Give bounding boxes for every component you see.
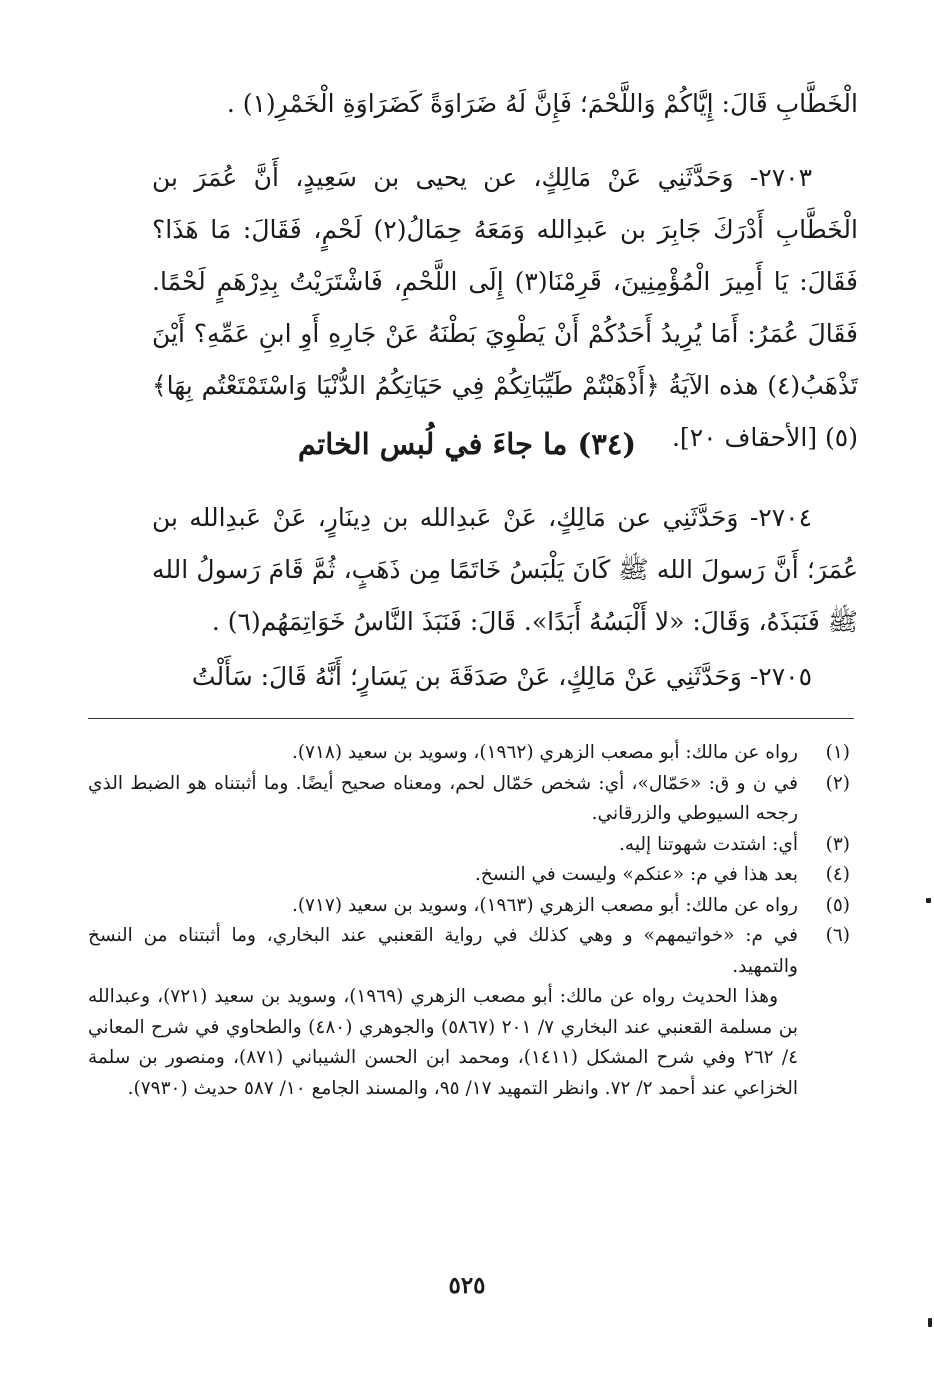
footnote	[88, 860, 854, 891]
footnote-text: بعد هذا في م: «عنكم» وليست في النسخ.	[474, 864, 798, 885]
page-number: ٥٢٥	[448, 1272, 486, 1299]
footnote-text: رواه عن مالك: أبو مصعب الزهري (١٩٦٢)، وسويد بن سعيد (٧١٨).	[291, 742, 798, 763]
hadith-2703: ٢٧٠٣- وَحَدَّثَنِي عَنْ مَالِكٍ، عن يحيى بن سَعِيدٍ، أَنَّ عُمَرَ بن الْخَطَّابِ أَدْرَكَ جَابِرَ بن عَبدِالله وَمَعَهُ حِمَالُ(٢) لَحْمٍ، فَقَالَ: مَا هَذَا؟ فَقَالَ: يَا أَمِيرَ الْمُؤْمِنِينَ، قَرِمْنَا(٣) إِلَى اللَّحْمِ، فَاشْتَرَيْتُ بِدِرْهَمٍ لَحْمًا. فَقَالَ عُمَرُ: أَمَا يُرِيدُ أَحَدُكُمْ أَنْ يَطْوِيَ بَطْنَهُ عَنْ جَارِهِ أَوِ ابنِ عَمِّهِ؟ أَيْنَ تَذْهَبُ(٤) هذه الآيَةُ ﴿أَذْهَبْتُمْ طَيِّبَاتِكُمْ فِي حَيَاتِكُمُ الدُّنْيَا وَاسْتَمْتَعْتُم بِهَا﴾(٥) [الأحقاف ٢٠].	[152, 163, 858, 452]
footnote-text: أي: اشتدت شهوتنا إليه.	[619, 833, 798, 855]
footnote-number: (٦)	[825, 925, 850, 946]
footnote	[88, 738, 854, 769]
hadith-2704: ٢٧٠٤- وَحَدَّثَنِي عن مَالِكٍ، عَنْ عَبدِالله بن دِينَارٍ، عَنْ عَبدِالله بن عُمَرَ؛ أَنَّ رَسولَ الله ﷺ كَانَ يَلْبَسُ خَاتَمًا مِن ذَهَبٍ، ثُمَّ قَامَ رَسولُ الله ﷺ فَنَبَذَهُ، وَقَالَ: «لا أَلْبَسُهُ أَبَدًا». قَالَ: فَنَبَذَ النَّاسُ خَوَاتِمَهُم(٦) .	[152, 503, 858, 636]
footnote-text: رواه عن مالك: أبو مصعب الزهري (١٩٦٣)، وسويد بن سعيد (٧١٧).	[291, 894, 798, 916]
footnote-text: في م: «خواتيمهم» و وهي كذلك في رواية القعنبي عند البخاري، وما أثبتناه من النسخ والتمهيد.	[88, 925, 798, 977]
footnote-divider	[88, 718, 854, 719]
paragraph-continuation: الْخَطَّابِ قَالَ: إِيَّاكُمْ وَاللَّحْمَ؛ فَإِنَّ لَهُ ضَرَاوَةً كَضَرَاوَةِ الْخَمْرِ(١) .	[226, 89, 858, 118]
footnote	[88, 830, 854, 861]
footnote-number: (٣)	[825, 833, 850, 855]
footnote-number: (٤)	[825, 864, 850, 885]
footnotes-section	[88, 738, 854, 1104]
footnote-text: في ن و ق: «حَمّال»، أي: شخص حَمّال لحم، ومعناه صحيح أيضًا. وما أثبتناه هو الضبط الذي رجحه السيوطي والزرقاني.	[88, 772, 798, 824]
footnote-extra-paragraph: وهذا الحديث رواه عن مالك: أبو مصعب الزهري (١٩٦٩)، وسويد بن سعيد (٧٢١)، وعبدالله بن مسلمة القعنبي عند البخاري ٧/ ٢٠١ (٥٨٦٧) والجوهري (٤٨٠) والطحاوي في شرح المعاني ٤/ ٢٦٢ وفي شرح المشكل (١٤١١)، ومحمد ابن الحسن الشيباني (٨٧١)، ومنصور بن سلمة الخزاعي عند أحمد ٢/ ٧٢. وانظر التمهيد ١٧/ ٩٥، والمسند الجامع ١٠/ ٥٨٧ حديث (٧٩٣٠).	[88, 986, 798, 1099]
chapter-heading: (٣٤) ما جاءَ في لُبس الخاتم	[297, 427, 637, 461]
scan-margin-mark	[928, 1318, 932, 1327]
hadith-2705: ٢٧٠٥- وَحَدَّثَنِي عَنْ مَالِكٍ، عَنْ صَدَقَةَ بن يَسَارٍ؛ أَنَّهُ قَالَ: سَأَلْتُ	[191, 662, 812, 691]
footnote-number: (٢)	[825, 772, 850, 794]
footnote	[88, 921, 854, 982]
footnote-number: (٥)	[825, 894, 850, 916]
footnote-number: (١)	[825, 742, 850, 763]
footnote	[88, 769, 854, 830]
scan-margin-mark	[926, 898, 931, 903]
footnote	[88, 891, 854, 922]
